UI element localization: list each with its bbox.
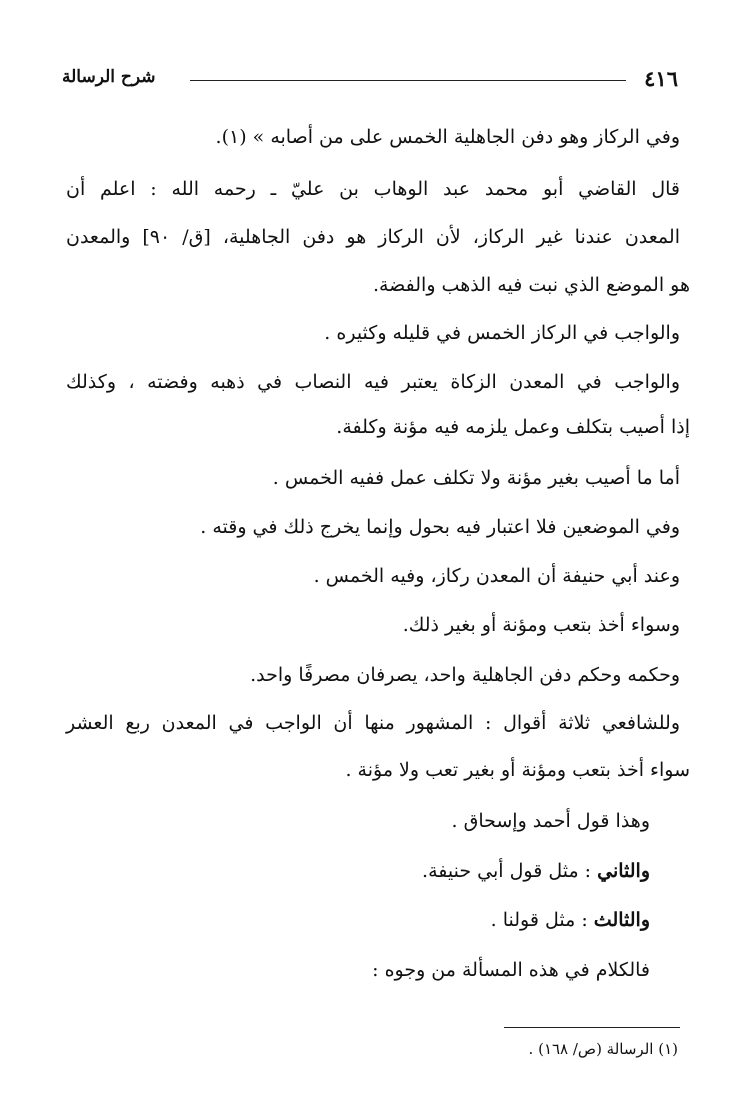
text-line: وحكمه وحكم دفن الجاهلية واحد، يصرفان مصرفًا واحد.	[250, 664, 680, 686]
page-number: ٤١٦	[644, 66, 678, 91]
header-rule	[190, 80, 626, 81]
opinion-third	[491, 905, 650, 935]
opinion-text: : مثل قول أبي حنيفة.	[422, 860, 592, 882]
text-line: إذا أصيب بتكلف وعمل يلزمه فيه مؤنة وكلفة.	[336, 416, 690, 438]
text-line: والواجب في الركاز الخمس في قليله وكثيره .	[324, 322, 680, 344]
text-line: هو الموضع الذي نبت فيه الذهب والفضة.	[372, 274, 690, 296]
text-line: وسواء أخذ بتعب ومؤنة أو بغير ذلك.	[402, 614, 680, 636]
text-line: سواء أخذ بتعب ومؤنة أو بغير تعب ولا مؤنة .	[345, 759, 690, 781]
text-line: وهذا قول أحمد وإسحاق .	[451, 810, 650, 832]
text-line: وعند أبي حنيفة أن المعدن ركاز، وفيه الخمس .	[313, 565, 680, 587]
text-line: أما ما أصيب بغير مؤنة ولا تكلف عمل ففيه الخمس .	[272, 467, 680, 489]
running-title: شرح الرسالة	[62, 67, 156, 87]
opinion-label: والثالث	[593, 909, 650, 931]
text-line: فالكلام في هذه المسألة من وجوه :	[372, 959, 650, 981]
text-line: قال القاضي أبو محمد عبد الوهاب بن عليّ ـ رحمه الله : اعلم أن	[66, 178, 680, 200]
text-line: والواجب في المعدن الزكاة يعتبر فيه النصاب في ذهبه وفضته ، وكذلك	[66, 371, 680, 393]
text-line: المعدن عندنا غير الركاز، لأن الركاز هو دفن الجاهلية، [ق/ ٩٠] والمعدن	[66, 226, 680, 248]
footnote-rule	[504, 1027, 680, 1028]
opinion-second	[422, 856, 650, 886]
opinion-label: والثاني	[597, 860, 650, 882]
footnote: (١) الرسالة (ص/ ١٦٨) .	[528, 1040, 678, 1058]
text-line: وفي الركاز وهو دفن الجاهلية الخمس على من أصابه » (١).	[215, 126, 680, 148]
opinion-text: : مثل قولنا .	[490, 909, 588, 931]
text-line: وفي الموضعين فلا اعتبار فيه بحول وإنما يخرج ذلك في وقته .	[200, 516, 680, 538]
text-line: وللشافعي ثلاثة أقوال : المشهور منها أن الواجب في المعدن ربع العشر	[66, 712, 680, 734]
page-header	[62, 66, 678, 96]
